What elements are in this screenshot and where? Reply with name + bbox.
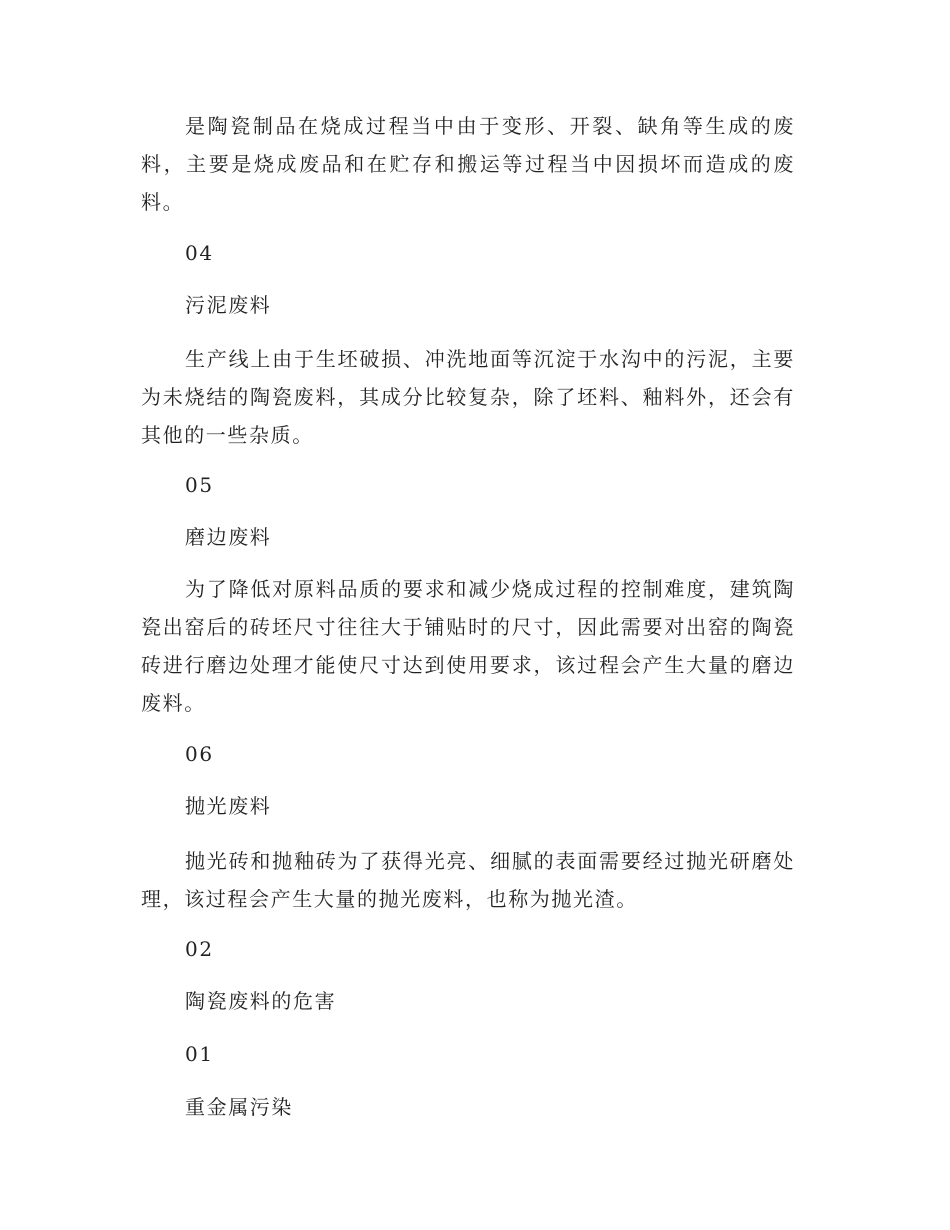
paragraph-polishing-waste: 抛光砖和抛釉砖为了获得光亮、细腻的表面需要经过抛光研磨处理，该过程会产生大量的抛光废料，也称为抛光渣。 [141,849,795,911]
section-number: 05 [185,473,214,497]
section-number: 04 [185,241,214,265]
section-heading-heavy-metal-pollution: 重金属污染 [185,1095,293,1119]
section-number: 06 [185,742,214,766]
section-number: 02 [185,937,214,961]
paragraph-ceramic-waste-definition: 是陶瓷制品在烧成过程当中由于变形、开裂、缺角等生成的废料，主要是烧成废品和在贮存和搬运等过程当中因损坏而造成的废料。 [141,114,795,214]
section-heading-edging-waste: 磨边废料 [185,525,272,549]
section-heading-polishing-waste: 抛光废料 [185,794,272,818]
section-heading-ceramic-waste-hazards: 陶瓷废料的危害 [185,989,337,1013]
paragraph-edging-waste: 为了降低对原料品质的要求和减少烧成过程的控制难度，建筑陶瓷出窑后的砖坯尺寸往往大于铺贴时的尺寸，因此需要对出窑的陶瓷砖进行磨边处理才能使尺寸达到使用要求，该过程会产生大量的磨边废料。 [141,577,795,715]
section-number: 01 [185,1042,214,1066]
paragraph-sludge-waste: 生产线上由于生坯破损、冲洗地面等沉淀于水沟中的污泥，主要为未烧结的陶瓷废料，其成分比较复杂，除了坯料、釉料外，还会有其他的一些杂质。 [141,347,795,447]
section-heading-sludge-waste: 污泥废料 [185,293,272,317]
